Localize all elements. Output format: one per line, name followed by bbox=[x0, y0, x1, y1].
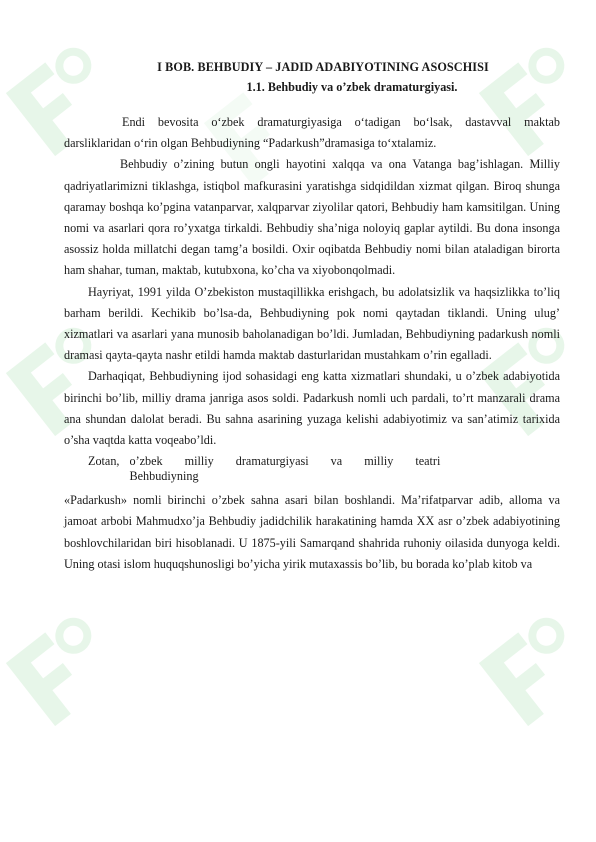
watermark-logo-icon bbox=[451, 586, 596, 754]
paragraph: Darhaqiqat, Behbudiyning ijod sohasidagi eng katta xizmatlari shundaki, u o’zbek adabiyotida birinchi bo’lib, milliy drama janriga asos soldi. Padarkush nomli uch pardali, to’rt manzarali drama ana shundan dalolat beradi. Bu sahna asarining yuzaga kelishi adabiyotimiz va san’atimiz tarixida o’sha vaqtda katta voqeabo’ldi. bbox=[64, 369, 560, 448]
paragraph: «Padarkush» nomli birinchi o’zbek sahna asari bilan boshlandi. Ma’rifatparvar adib, alloma va jamoat arbobi Mahmudxo’ja Behbudiy jadidchilik harakatining hamda XX asr o’zbek adabiyotining boshlovchilaridan biri hisoblanadi. U 1875-yili Samarqand shahrida ruhoniy oilasida dunyoga keldi. Uning otasi islom huquqshunosligi bo’yicha yirik mutaxassis bo’lib, bu borada ko’plab kitob va bbox=[64, 493, 560, 571]
zotan-line bbox=[88, 454, 560, 490]
watermark-logo-icon bbox=[0, 586, 146, 754]
zotan-main bbox=[129, 454, 560, 484]
zotan-word: Zotan, bbox=[88, 454, 120, 469]
section-title: 1.1. Behbudiy va o’zbek dramaturgiyasi. bbox=[246, 80, 458, 94]
zotan-word: milliy bbox=[184, 454, 214, 469]
zotan-word: dramaturgiyasi bbox=[235, 454, 309, 469]
zotan-word: va bbox=[330, 454, 343, 469]
paragraph: Endi bevosita o‘zbek dramaturgiyasiga o‘tadigan bo‘lsak, dastavval maktab darsliklaridan o‘rin olgan Behbudiyning “Padarkush”dramasiga to‘xtalamiz. bbox=[64, 115, 560, 151]
paragraph: Behbudiy o’zining butun ongli hayotini xalqqa va ona Vatanga bag’ishlagan. Milliy qadriyatlarimizni tiklashga, istiqbol mafkurasini yaratishga sidqidildan xizmat qilgan. Biroq shunga qaramay boshqa ko’pgina vatanparvar, xalqparvar ziyolilar qatori, Behbudiy ham kamsitilgan. Uning nomi va asarlari qora ro’yxatga tirkaldi. Behbudiy sha’niga noloyiq gaplar aytildi. Bu dona insonga asossiz holda millatchi degan tamg’a bosildi. Oxir oqibatda Behbudiy nomi bilan ataladigan birorta ham shahar, tuman, maktab, kutubxona, ko’cha va xiyobonqolmadi. bbox=[64, 157, 560, 278]
body-text bbox=[64, 112, 560, 575]
chapter-title: I BOB. BEHBUDIY – JADID ADABIYOTINING ASOSCHISI bbox=[157, 60, 489, 74]
zotan-line-bottom: Behbudiyning bbox=[129, 469, 199, 484]
zotan-word: o’zbek bbox=[129, 454, 163, 469]
paragraph: Hayriyat, 1991 yilda O’zbekiston mustaqillikka erishgach, bu adolatsizlik va haqsizlikka to’liq barham berildi. Kechikib bo’lsa-da, Behbudiyning pok nomi qaytadan tiklandi. Uning ulug’ xizmatlari va asarlari yana munosib baholanadigan bo’ldi. Jumladan, Behbudiyning padarkush nomli dramasi qayta-qayta nashr etildi hamda maktab dasturlaridan mustahkam o’rin egalladi. bbox=[64, 284, 560, 363]
zotan-line-top bbox=[129, 454, 560, 469]
zotan-word: milliy bbox=[364, 454, 394, 469]
zotan-word: teatri bbox=[415, 454, 441, 469]
